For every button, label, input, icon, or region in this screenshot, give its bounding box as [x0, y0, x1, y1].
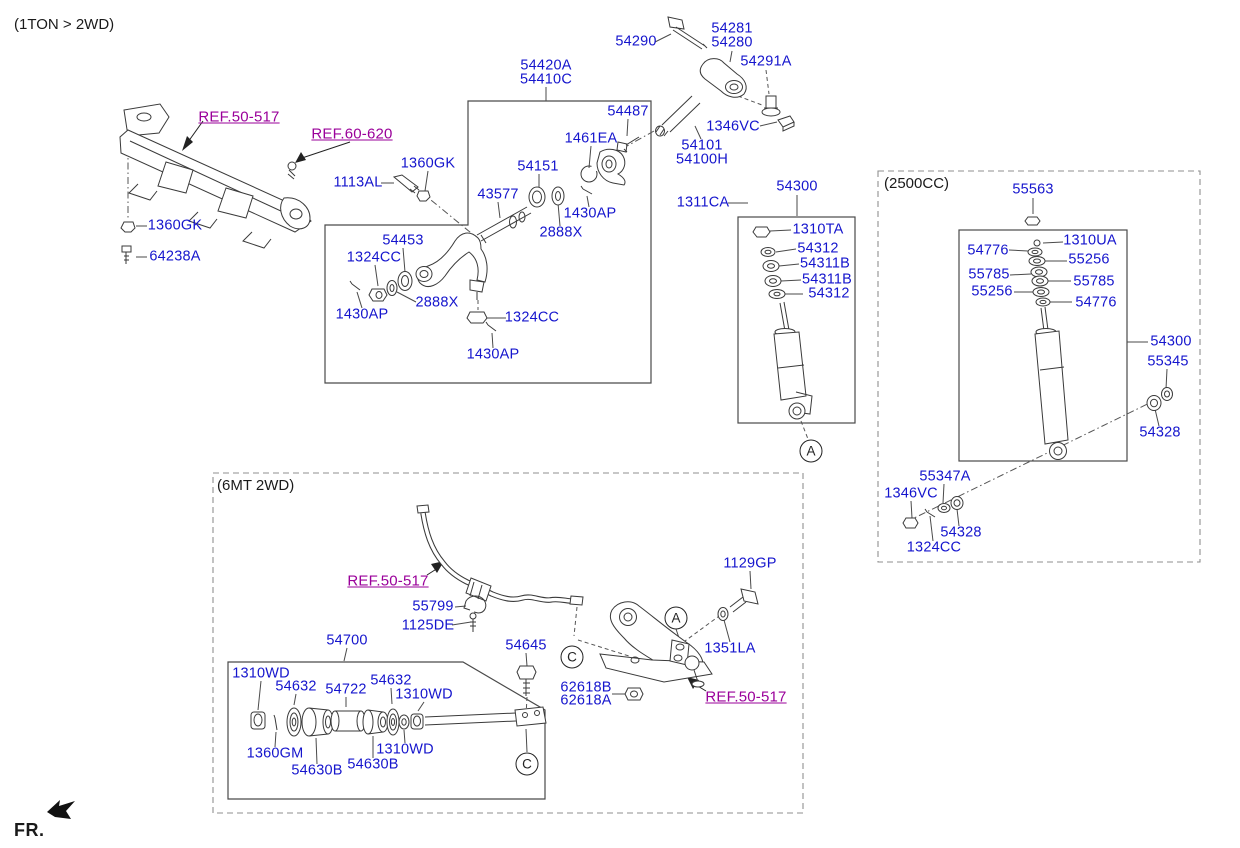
bushing-54328-upper — [1147, 396, 1161, 411]
part-label-55785-37: 55785 — [1073, 273, 1115, 290]
ref-arrowhead — [182, 136, 193, 151]
part-label-54630b-62: 54630B — [347, 756, 399, 773]
part-label-54722-57: 54722 — [325, 681, 367, 698]
part-label-1360gk-0: 1360GK — [147, 217, 203, 234]
part-label-55799-47: 55799 — [412, 598, 454, 615]
variant-note: (1TON > 2WD) — [14, 16, 115, 33]
fr-direction-arrow — [47, 800, 75, 819]
washers-54632-1 — [287, 708, 301, 736]
part-label-55785-36: 55785 — [968, 266, 1010, 283]
part-label-54776-34: 54776 — [967, 242, 1009, 259]
engine-box-note: (2500CC) — [884, 175, 950, 192]
part-label-2888x-15: 2888X — [415, 294, 459, 311]
washer-1310wd-3 — [399, 715, 409, 729]
bushing-54453 — [398, 272, 412, 291]
part-label-54151-6: 54151 — [517, 158, 559, 175]
nut-1310ua — [1034, 240, 1040, 246]
ref-arrowhead — [295, 152, 306, 163]
part-label-1430ap-14: 1430AP — [335, 306, 389, 323]
part-label-1351la-52: 1351LA — [704, 640, 756, 657]
part-label-54632-56: 54632 — [275, 678, 317, 695]
rod-bracket — [515, 707, 546, 726]
part-label-54410c-3: 54410C — [520, 71, 572, 88]
ref-crossmember: REF.50-517 — [198, 108, 280, 126]
part-label-1129gp-51: 1129GP — [723, 555, 777, 572]
part-label-54281-19: 54281 — [711, 20, 753, 37]
part-label-2888x-11: 2888X — [539, 224, 583, 241]
bar-end-cap-bottom — [570, 596, 583, 605]
bushing-54151 — [529, 187, 545, 207]
part-label-54776-39: 54776 — [1075, 294, 1117, 311]
assembly-marker-c-3: C — [516, 753, 539, 776]
part-label-54280-20: 54280 — [711, 34, 753, 51]
part-label-54312-31: 54312 — [808, 285, 850, 302]
pin-1324cc-2500 — [925, 509, 935, 517]
cap-54291a — [764, 96, 778, 108]
crossmember-drawing — [120, 104, 311, 264]
part-label-54312-28: 54312 — [797, 240, 839, 257]
washer-55345 — [1162, 388, 1173, 401]
washer-55347a — [938, 504, 950, 513]
bushing-54630b-2 — [363, 710, 373, 734]
bolt-1113al — [394, 175, 418, 192]
nut-left — [369, 289, 387, 301]
strut-rod — [425, 713, 516, 725]
pivot-shaft-43577 — [474, 207, 531, 247]
part-label-55347a-43: 55347A — [919, 468, 971, 485]
pin-1430ap-left — [350, 281, 360, 290]
bar-end-cap-top — [417, 505, 429, 513]
nut-1346vc-2500 — [903, 518, 918, 528]
part-label-1125de-48: 1125DE — [401, 617, 455, 634]
part-label-54328-42: 54328 — [1139, 424, 1181, 441]
part-label-54311b-29: 54311B — [799, 255, 851, 272]
part-label-54453-12: 54453 — [382, 232, 424, 249]
part-label-43577-9: 43577 — [477, 186, 519, 203]
part-label-54300-40: 54300 — [1150, 333, 1192, 350]
part-label-54487-4: 54487 — [607, 103, 649, 120]
nut-1360gk — [121, 222, 135, 232]
part-label-54700-49: 54700 — [326, 632, 368, 649]
pin-1360gm — [274, 715, 277, 730]
part-label-55563-32: 55563 — [1012, 181, 1054, 198]
fr-label: FR. — [14, 820, 45, 840]
part-label-1310ua-33: 1310UA — [1063, 232, 1117, 249]
part-label-1310wd-59: 1310WD — [395, 686, 453, 703]
nut-1360gk-upper — [417, 191, 430, 201]
part-label-55256-38: 55256 — [971, 283, 1013, 300]
part-label-1430ap-17: 1430AP — [466, 346, 520, 363]
washer-1351la — [718, 608, 728, 621]
nut-62618 — [625, 688, 643, 700]
nut-1310ta — [753, 227, 770, 237]
nut-1324cc-lower — [467, 312, 487, 323]
bushing-54630b-1 — [302, 708, 316, 736]
bolt-1125de-head — [470, 613, 476, 619]
ref-body: REF.60-620 — [311, 125, 393, 143]
part-label-1360gk-7: 1360GK — [400, 155, 456, 172]
part-label-54328-45: 54328 — [940, 524, 982, 541]
pin-1430ap-upper — [581, 186, 592, 194]
nut-55563 — [1025, 217, 1040, 225]
washer-2888x-upper — [552, 187, 564, 205]
trans-box-note: (6MT 2WD) — [217, 477, 295, 494]
part-label-54300-26: 54300 — [776, 178, 818, 195]
bolt-1129gp-head — [741, 589, 758, 604]
washers-54632-2 — [387, 709, 399, 735]
part-label-54290-18: 54290 — [615, 33, 657, 50]
part-label-1346vc-22: 1346VC — [706, 118, 760, 135]
part-label-62618b-53: 62618B — [560, 679, 612, 696]
part-label-1324cc-46: 1324CC — [906, 539, 962, 556]
part-label-1360gm-60: 1360GM — [246, 745, 304, 762]
cube-1346vc — [778, 116, 794, 127]
bolt-54645-head — [517, 666, 536, 679]
part-label-1310wd-55: 1310WD — [232, 665, 290, 682]
pin-1430ap-bottom — [486, 322, 496, 331]
part-label-55256-35: 55256 — [1068, 251, 1110, 268]
part-label-1310wd-63: 1310WD — [376, 741, 434, 758]
snap-ring-1461ea — [581, 166, 597, 182]
part-label-1324cc-16: 1324CC — [504, 309, 560, 326]
part-label-1310ta-27: 1310TA — [792, 221, 844, 238]
ref-lower-arm: REF.50-517 — [705, 688, 787, 706]
part-label-62618a-54: 62618A — [560, 692, 612, 709]
part-label-1113al-8: 1113AL — [333, 174, 383, 191]
part-label-54101-23: 54101 — [681, 137, 723, 154]
part-label-1324cc-13: 1324CC — [346, 249, 402, 266]
washer-2888x-lower — [387, 281, 397, 296]
part-label-54100h-24: 54100H — [676, 151, 728, 168]
part-label-1346vc-44: 1346VC — [884, 485, 938, 502]
part-label-1311ca-25: 1311CA — [676, 194, 730, 211]
part-label-54291a-21: 54291A — [740, 53, 792, 70]
assembly-marker-a-1: A — [665, 607, 688, 630]
part-label-1430ap-10: 1430AP — [563, 205, 617, 222]
assembly-marker-a-0: A — [800, 440, 823, 463]
part-label-64238a-1: 64238A — [149, 248, 201, 265]
part-label-54632-58: 54632 — [370, 672, 412, 689]
part-label-55345-41: 55345 — [1147, 353, 1189, 370]
ref-stabilizer: REF.50-517 — [347, 572, 429, 590]
bolt-64238a-head — [122, 246, 131, 252]
assembly-marker-c-2: C — [561, 646, 584, 669]
bushing-54328-lower — [951, 497, 963, 510]
part-label-54645-50: 54645 — [505, 637, 547, 654]
part-label-54630b-61: 54630B — [291, 762, 343, 779]
body-mount-part — [288, 162, 296, 170]
ball-joint — [685, 656, 699, 670]
clamp-55799 — [464, 596, 486, 613]
part-label-54420a-2: 54420A — [520, 57, 572, 74]
part-label-1461ea-5: 1461EA — [564, 130, 618, 147]
part-label-54311b-30: 54311B — [801, 271, 853, 288]
